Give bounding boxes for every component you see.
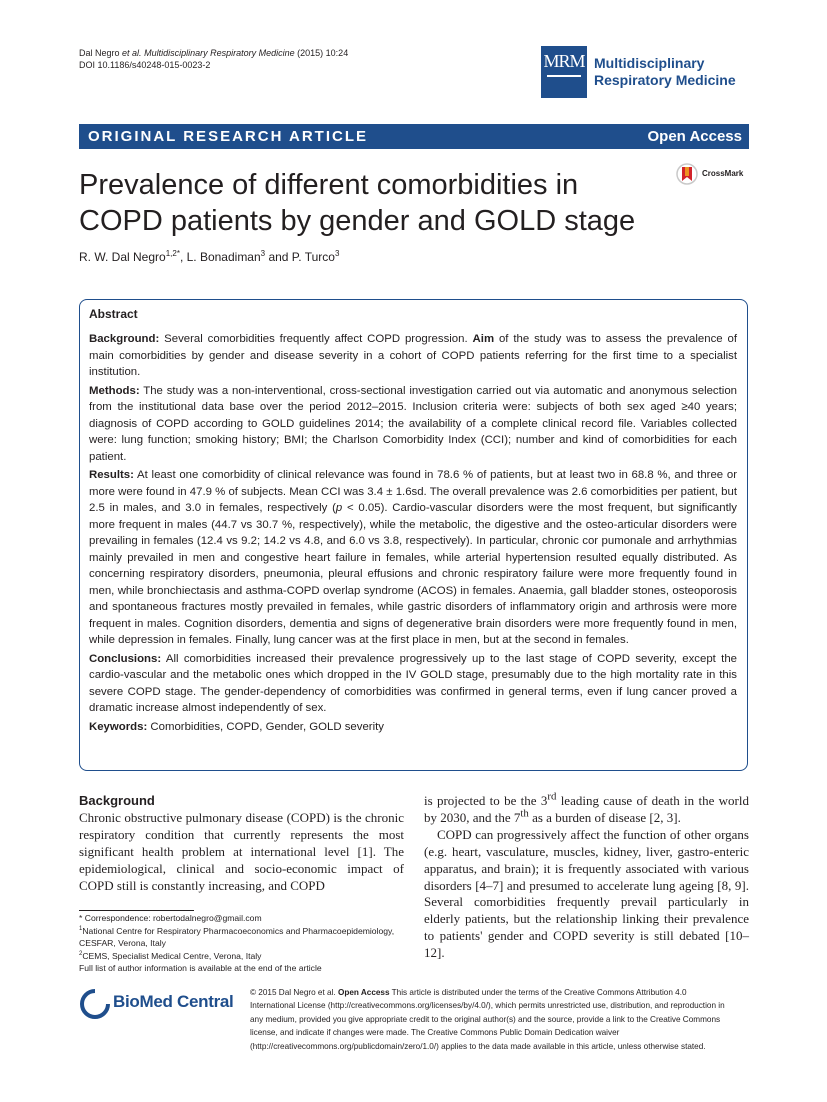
affiliation-1: $^1$National Centre for Respiratory Pharmacoeconomics and Pharmacoepidemiology, CESFAR, Verona, Italy	[79, 925, 395, 949]
paragraph: is projected to be the 3rd leading cause of death in the world by 2030, and the 7th as a burden of disease [2, 3].	[424, 790, 749, 825]
article-title: Prevalence of different comorbidities in COPD patients by gender and GOLD stage	[79, 169, 636, 237]
journal-name: Multidisciplinary Respiratory Medicine	[594, 55, 736, 88]
author-name[interactable]: , L. Bonadiman	[179, 250, 261, 264]
doi[interactable]: DOI 10.1186/s40248-015-0023-2	[79, 60, 211, 70]
abstract-background: Background: Several comorbidities frequently affect COPD progression. Aim of the study was to assess the prevalence of main comorbidities by gender and disease severity in a cohort of COPD patients referring for the first time to a specialist institution.	[89, 333, 737, 378]
publisher-logo[interactable]: BioMed Central	[79, 986, 239, 1022]
author-info-note: Full list of author information is available at the end of the article	[79, 963, 322, 974]
article-type-banner	[79, 124, 749, 149]
abstract-body	[89, 331, 737, 737]
abstract-results: Results: At least one comorbidity of clinical relevance was found in 78.6 % of patients, but at least two in 68.8 %, and three or more were found in 47.9 % of subjects. Mean CCI was 3.4 ± 1.6sd. The overall prevalence was 2.6 comorbidities per patient, but 2.5 in males, and 3.0 in females, respectively (p < 0.05). Cardio-vascular disorders were the most frequent, but significantly more frequent in males (44.7 vs 30.7 %, respectively), while the metabolic, the digestive and the osteo-articular disorders were prevailing in females (12.4 vs 9.2; 14.2 vs 4.8, and 6.0 vs 3.8, respectively). In particular, chronic cor pumonale and arrhythmias mainly prevailed in men and congestive heart failure in females, while arterial hypertension resulted equally distributed. As concerning respiratory disorders, pneumonia, pleural effusions and chronic respiratory failure were more frequently found in men, while bronchiectasis and asthma-COPD overlap syndrome (ACOS) in females. Anaemia, gall bladder stones, osteoporosis and spontaneous fractures mostly prevailed in females, while gastric disorders of inflammatory origin and arthrosis were more frequent in males. Cognition disorders, dementia and signs of degenerative brain disorders were more frequently found in men, while depression in females. Finally, lung cancer was at the first place in men, but at the second in females.	[89, 469, 737, 646]
article-type: ORIGINAL RESEARCH ARTICLE	[88, 128, 369, 145]
author-name[interactable]: R. W. Dal Negro	[79, 250, 166, 264]
license-statement: © 2015 Dal Negro et al. Open Access This article is distributed under the terms of the Creative Commons Attribution 4.0 International License (http://creativecommons.org/licenses/by/4.0/), which permits unrestricted use, distribution, and reproduction in any medium, provided you give appropriate credit to the original author(s) and the source, provide a link to the Creative Commons license, and indicate if changes were made. The Creative Commons Public Domain Dedication waiver (http://creativecommons.org/publicdomain/zero/1.0/) applies to the data made available in this article, unless otherwise stated.	[250, 988, 725, 1051]
abstract-heading: Abstract	[89, 307, 138, 321]
affiliation-2: $^2$CEMS, Specialist Medical Centre, Verona, Italy	[79, 950, 262, 961]
section-heading-background: Background	[79, 793, 155, 808]
crossmark-badge[interactable]: CrossMark	[676, 163, 756, 185]
citation-block	[79, 47, 348, 71]
citation-line: Dal Negro et al. Multidisciplinary Respiratory Medicine (2015) 10:24	[79, 48, 349, 58]
correspondence[interactable]: * Correspondence: robertodalnegro@gmail.com	[79, 913, 262, 923]
footnotes	[79, 912, 409, 975]
abstract-keywords: Keywords: Comorbidities, COPD, Gender, GOLD severity	[89, 720, 384, 733]
author-name[interactable]: and P. Turco	[265, 250, 335, 264]
footnote-divider	[79, 910, 194, 911]
paragraph: COPD can progressively affect the function of other organs (e.g. heart, vasculature, muscles, kidney, liver, gastro-enteric apparatus, and brain); it is frequently associated with various disorders [4–7] and presumed to accelerate lung ageing [8, 9]. Several comorbidities frequently prevail particularly in elderly patients, but the relationship linking their prevalence to patients' gender and COPD severity is still debated [10–12].	[424, 826, 749, 961]
open-access-label: Open Access	[647, 128, 742, 145]
abstract-conclusions: Conclusions: All comorbidities increased their prevalence progressively up to the last stage of COPD severity, except the cardio-vascular and the metabolic ones which dropped in the IV GOLD stage, presumably due to the high mortality rate in this severe COPD stage. The gender-dependency of comorbidities was confirmed in general terms, even if lung cancer proved a dramatic increase almost independently of sex.	[89, 652, 737, 714]
journal-logo-mark: MRM	[541, 46, 587, 98]
biomed-central-icon	[79, 988, 111, 1020]
paragraph: Chronic obstructive pulmonary disease (COPD) is the chronic respiratory condition that currently represents the most significant health problem at international level [1]. The epidemiological, clinical and socio-economic impact of COPD still is constantly increasing, and COPD	[79, 810, 404, 893]
body-column-right	[424, 790, 749, 962]
author-list: R. W. Dal Negro$^{1,2*}$, L. Bonadiman$^3$ and P. Turco$^3$	[79, 249, 340, 264]
abstract-methods: Methods: The study was a non-interventional, cross-sectional investigation carried out via automatic and anonymous selection from the institutional data base over the period 2012–2015. Inclusion criteria were: subjects of both sex aged ≥40 years; diagnosis of COPD according to GOLD guidelines 2014; the availability of a complete clinical record file. Variables collected were: lung function; smoking history; BMI; the Charlson Comorbidity Index (CCI); number and kind of comorbidities for each patient.	[89, 384, 737, 463]
body-column-left	[79, 810, 404, 895]
journal-logo[interactable]	[541, 46, 751, 98]
crossmark-icon	[676, 163, 698, 185]
abstract-box	[79, 299, 748, 771]
